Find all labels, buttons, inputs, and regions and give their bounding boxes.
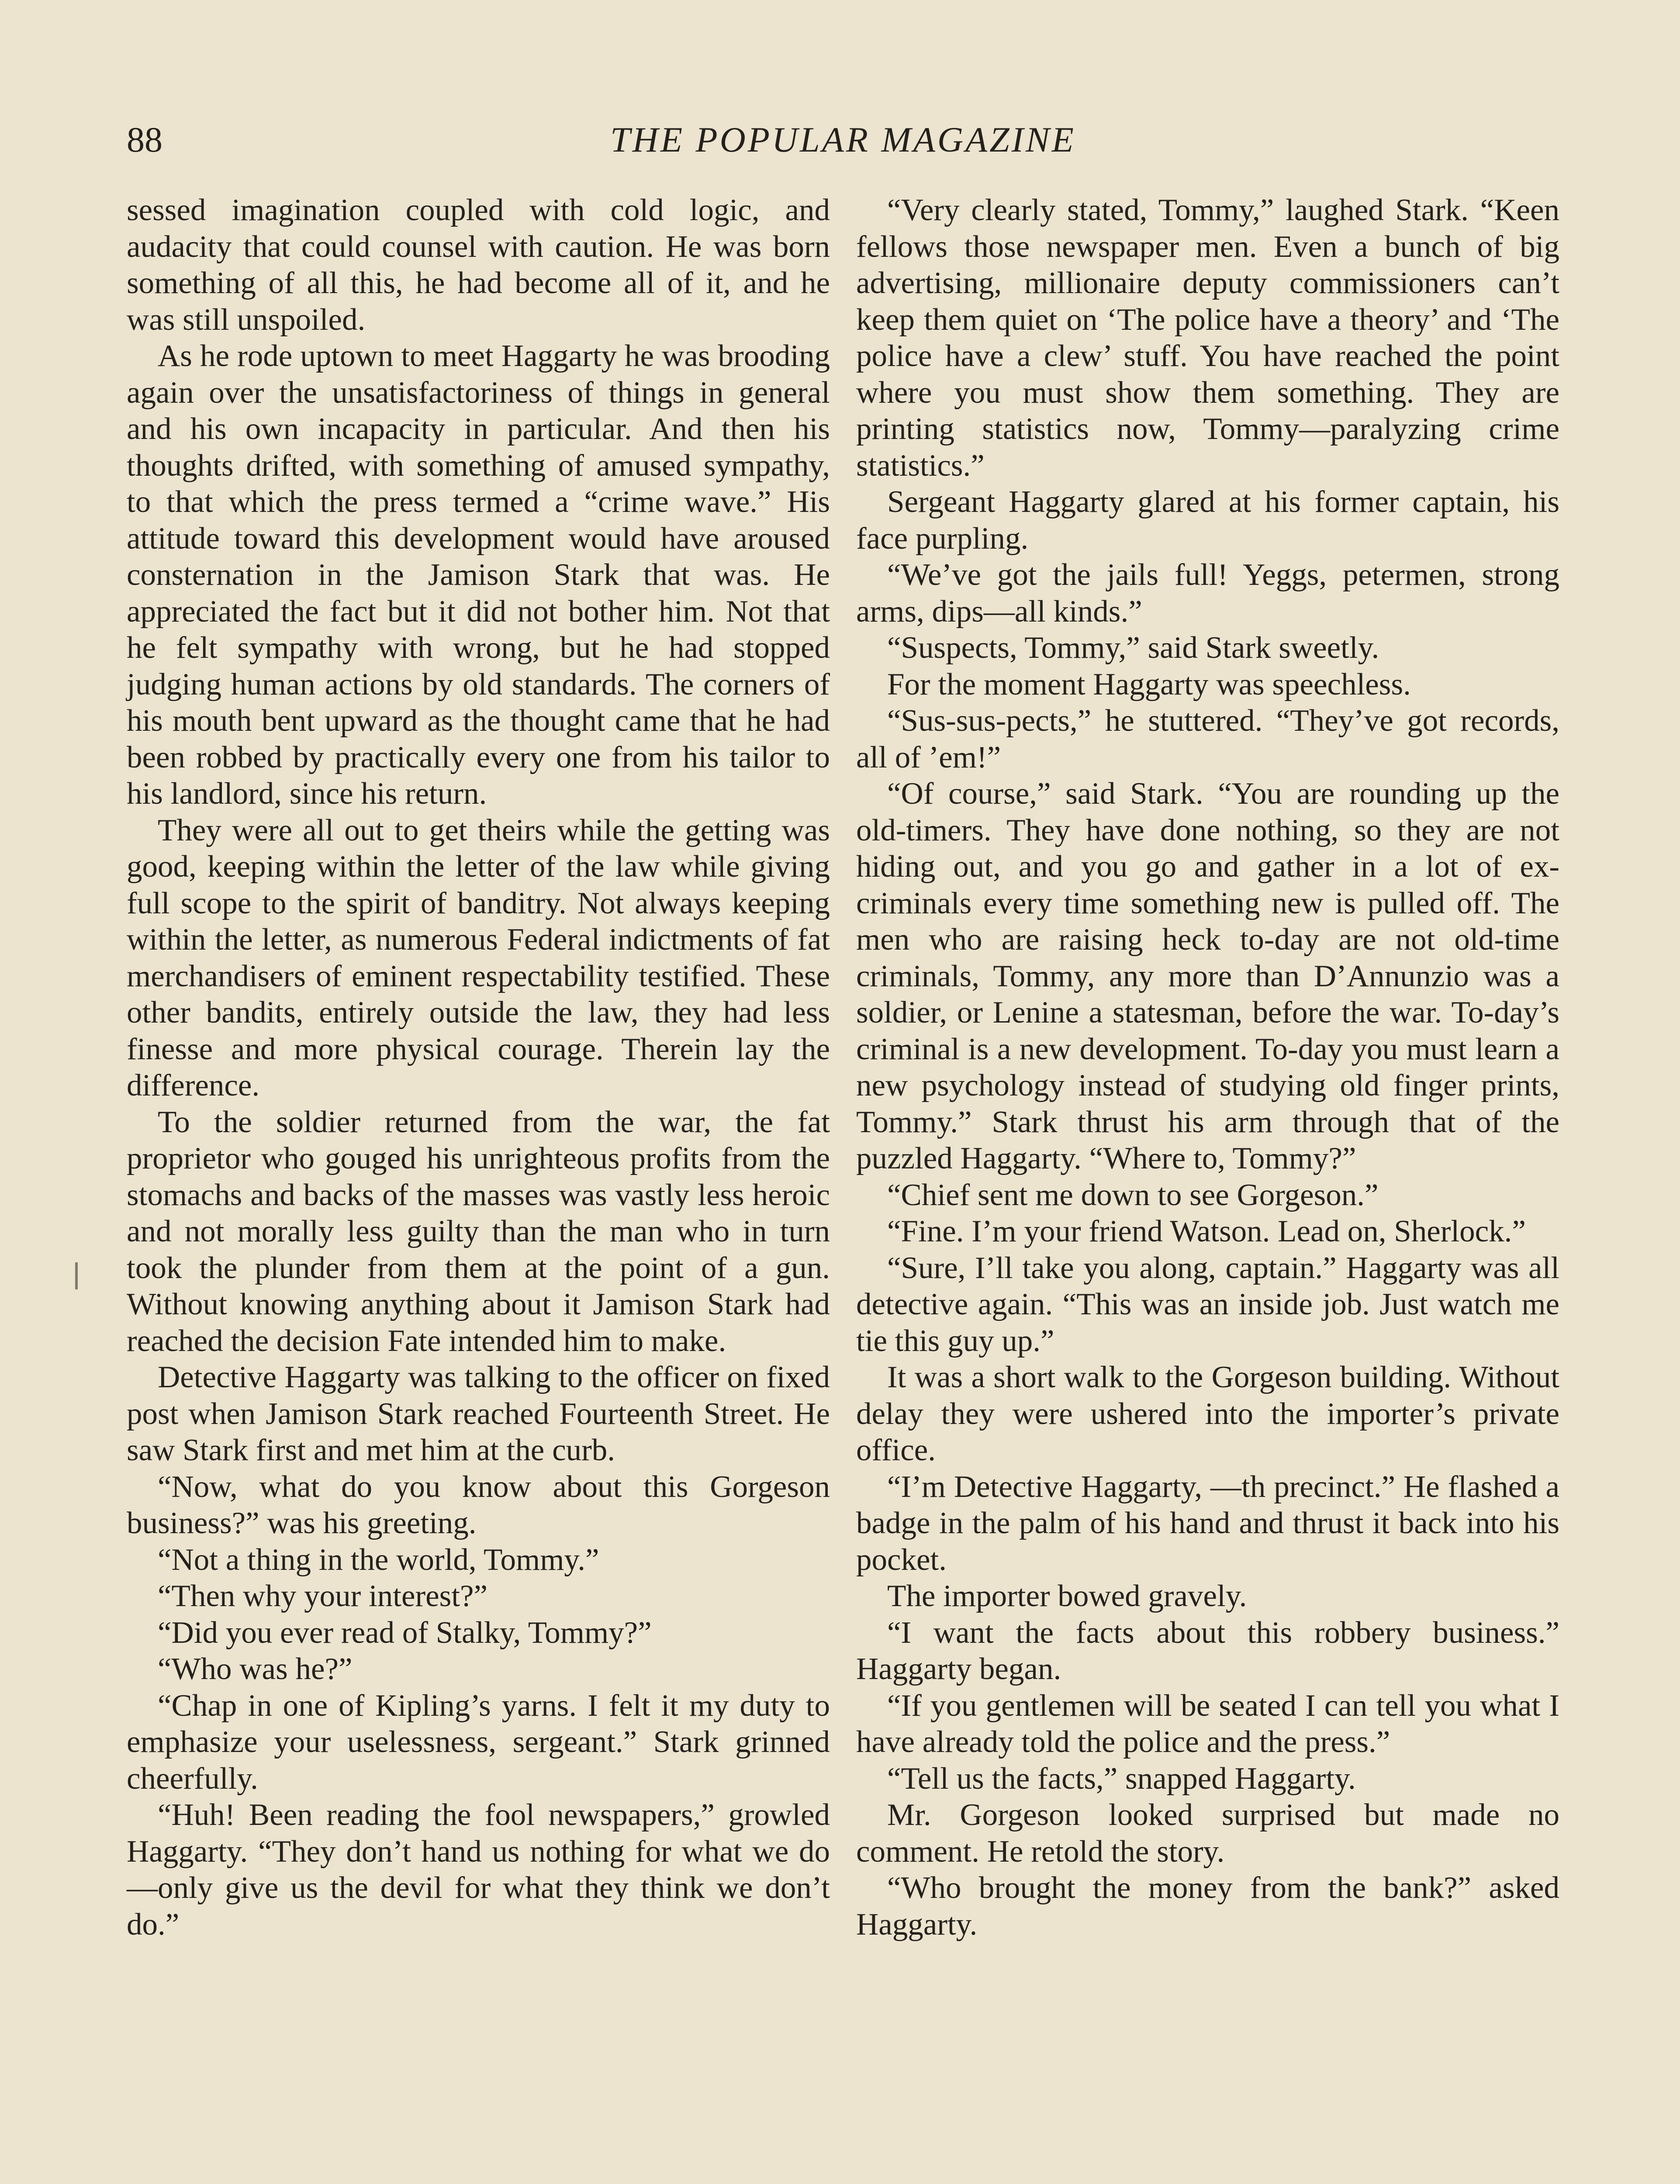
paragraph: “We’ve got the jails full! Yeggs, petermen, strong arms, dips—all kinds.”: [856, 558, 1559, 629]
margin-mark: [75, 1262, 78, 1289]
paragraph: “Sus-sus-pects,” he stuttered. “They’ve got records, all of ’em!”: [856, 704, 1559, 774]
paragraph: “Sure, I’ll take you along, captain.” Haggarty was all detective again. “This was an inside job. Just watch me tie this guy up.”: [856, 1251, 1559, 1358]
page-header: [127, 116, 1559, 168]
paragraph: “Who brought the money from the bank?” asked Haggarty.: [856, 1871, 1559, 1942]
paragraph: “I want the facts about this robbery business.” Haggarty began.: [856, 1615, 1559, 1686]
paragraph: They were all out to get theirs while the getting was good, keeping within the letter of the law while giving full scope to the spirit of banditry. Not always keeping within the letter, as numerous Federal indictments of fat merchandisers of eminent respectability testified. These other bandits, entirely outside the law, they had less finesse and more physical courage. Therein lay the difference.: [127, 813, 830, 1102]
paragraph: “Chief sent me down to see Gorgeson.”: [887, 1178, 1379, 1212]
paragraph: “Of course,” said Stark. “You are rounding up the old-timers. They have done nothing, so they are not hiding out, and you go and gather in a lot of ex-criminals every time something new is pulled off. The men who are raising heck to-day are not old-time criminals, Tommy, any more than D’Annunzio was a soldier, or Lenine a statesman, before the war. To-day’s criminal is a new development. To-day you must learn a new psychology instead of studying old finger prints, Tommy.” Stark thrust his arm through that of the puzzled Haggarty. “Where to, Tommy?”: [856, 777, 1559, 1175]
running-title: THE POPULAR MAGAZINE: [610, 120, 1076, 159]
left-column: [127, 192, 830, 1943]
paragraph: “Huh! Been reading the fool newspapers,” growled Haggarty. “They don’t hand us nothing for what we do—only give us the devil for what they think we don’t do.”: [127, 1798, 830, 1942]
paragraph: To the soldier returned from the war, the fat proprietor who gouged his unrighteous profits from the stomachs and backs of the masses was vastly less heroic and not morally less guilty than the man who in turn took the plunder from them at the point of a gun. Without knowing anything about it Jamison Stark had reached the decision Fate intended him to make.: [127, 1105, 830, 1358]
page-number: 88: [127, 120, 162, 159]
paragraph: “I’m Detective Haggarty, —th precinct.” He flashed a badge in the palm of his hand and thrust it back into his pocket.: [856, 1469, 1559, 1577]
paragraph: As he rode uptown to meet Haggarty he was brooding again over the unsatisfactoriness of things in general and his own incapacity in particular. And then his thoughts drifted, with something of amused sympathy, to that which the press termed a “crime wave.” His attitude toward this development would have aroused consternation in the Jamison Stark that was. He appreciated the fact but it did not bother him. Not that he felt sympathy with wrong, but he had stopped judging human actions by old standards. The corners of his mouth bent upward as the thought came that he had been robbed by practically every one from his tailor to his landlord, since his return.: [127, 339, 830, 811]
paragraph: “Did you ever read of Stalky, Tommy?”: [158, 1615, 652, 1650]
paragraph: “Very clearly stated, Tommy,” laughed Stark. “Keen fellows those newspaper men. Even a bunch of big advertising, millionaire deputy commissioners can’t keep them quiet on ‘The police have a theory’ and ‘The police have a clew’ stuff. You have reached the point where you must show them something. They are printing statistics now, Tommy—paralyzing crime statistics.”: [856, 193, 1559, 483]
right-column: [856, 192, 1559, 1943]
paragraph: Detective Haggarty was talking to the officer on fixed post when Jamison Stark reached Fourteenth Street. He saw Stark first and met him at the curb.: [127, 1360, 830, 1467]
paragraph: Sergeant Haggarty glared at his former captain, his face purpling.: [856, 485, 1559, 556]
paragraph: It was a short walk to the Gorgeson building. Without delay they were ushered into the importer’s private office.: [856, 1360, 1559, 1467]
paragraph: “Then why your interest?”: [158, 1579, 488, 1613]
paragraph: Mr. Gorgeson looked surprised but made no comment. He retold the story.: [856, 1798, 1559, 1869]
paragraph: For the moment Haggarty was speechless.: [887, 667, 1411, 702]
paragraph: “If you gentlemen will be seated I can tell you what I have already told the police and the press.”: [856, 1688, 1559, 1759]
paragraph: “Not a thing in the world, Tommy.”: [158, 1542, 599, 1577]
paragraph: sessed imagination coupled with cold logic, and audacity that could counsel with caution. He was born something of all this, he had become all of it, and he was still unspoiled.: [127, 193, 830, 337]
paragraph: “Now, what do you know about this Gorgeson business?” was his greeting.: [127, 1469, 830, 1540]
paragraph: “Who was he?”: [158, 1652, 353, 1686]
paragraph: “Tell us the facts,” snapped Haggarty.: [887, 1761, 1356, 1796]
paragraph: “Suspects, Tommy,” said Stark sweetly.: [887, 631, 1379, 665]
paragraph: “Fine. I’m your friend Watson. Lead on, Sherlock.”: [887, 1214, 1526, 1248]
paragraph: The importer bowed gravely.: [887, 1579, 1247, 1613]
paragraph: “Chap in one of Kipling’s yarns. I felt it my duty to emphasize your uselessness, sergeant.” Stark grinned cheerfully.: [127, 1688, 830, 1796]
